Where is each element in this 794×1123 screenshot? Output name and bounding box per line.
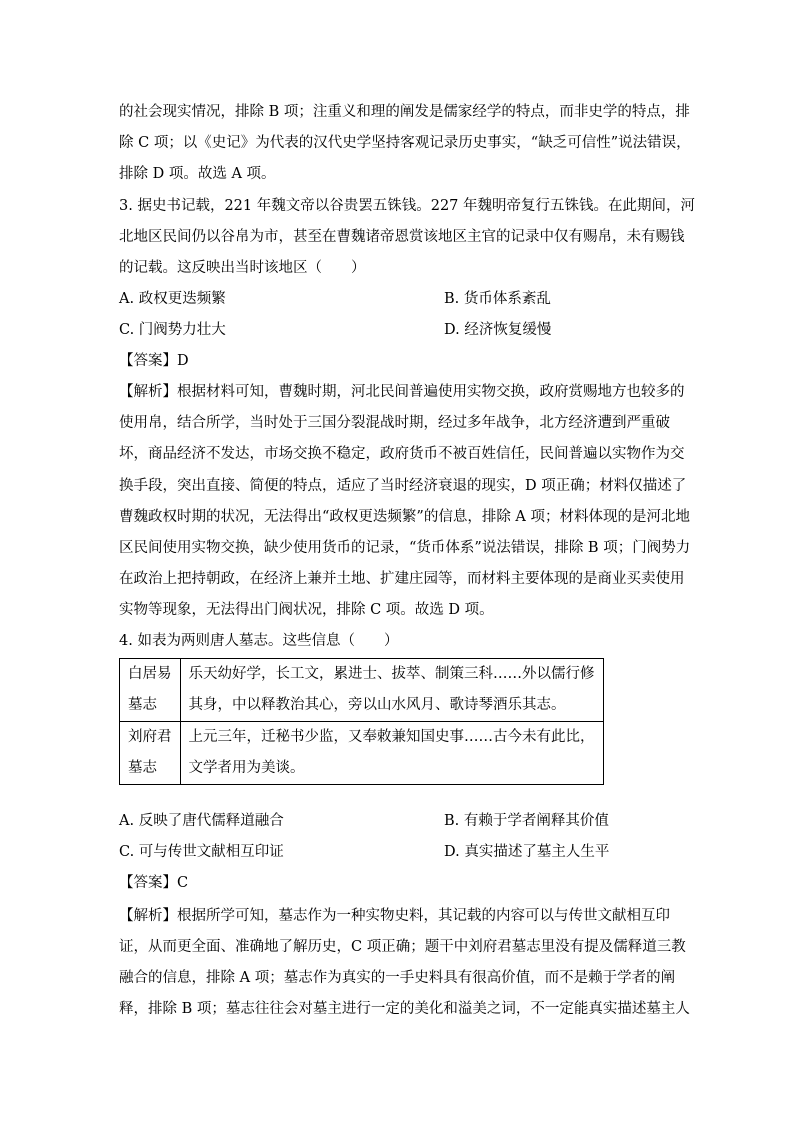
- cell-line: 上元三年，迁秘书少监，又奉敕兼知国史事……古今未有此比，: [188, 729, 595, 745]
- table-cell-text: [180, 722, 603, 785]
- q3-answer: 【答案】D: [119, 353, 189, 369]
- q4-option-c: C. 可与传世文献相互印证: [119, 844, 284, 860]
- q3-stem-line-1: 3. 据史书记载，221 年魏文帝以谷贵罢五铢钱。227 年魏明帝复行五铢钱。在此期间，河: [119, 198, 696, 214]
- cell-line: 乐天幼好学，长工文，累进士、拔萃、制策三科……外以儒行修: [188, 666, 595, 682]
- q4-stem: 4. 如表为两则唐人墓志。这些信息（ ）: [119, 633, 399, 649]
- q3-analysis-line-1: 【解析】根据材料可知，曹魏时期，河北民间普遍使用实物交换，政府赏赐地方也较多的: [119, 384, 685, 400]
- q4-analysis-line-3: 融合的信息，排除 A 项；墓志作为真实的一手史料具有很高价值，而不是赖于学者的阐: [119, 970, 676, 986]
- cell-line: 文学者用为美谈。: [188, 760, 305, 776]
- q3-option-a: A. 政权更迭频繁: [119, 291, 226, 307]
- cell-line: 白居易: [128, 666, 172, 682]
- table-cell-name: [120, 659, 181, 722]
- q3-option-c: C. 门阀势力壮大: [119, 322, 226, 338]
- q4-option-b: B. 有赖于学者阐释其价值: [444, 813, 609, 829]
- q2-analysis-line-3: 排除 D 项。故选 A 项。: [119, 166, 276, 182]
- q2-analysis-line-1: 的社会现实情况，排除 B 项；注重义和理的阐发是儒家经学的特点，而非史学的特点，排: [119, 104, 690, 120]
- q3-analysis-line-8: 实物等现象，无法得出门阀状况，排除 C 项。故选 D 项。: [119, 602, 494, 618]
- epitaph-table: [119, 658, 604, 785]
- q3-analysis-line-4: 换手段，突出直接、简便的特点，适应了当时经济衰退的现实，D 项正确；材料仅描述了: [119, 478, 687, 494]
- q4-analysis-line-1: 【解析】根据所学可知，墓志作为一种实物史料，其记载的内容可以与传世文献相互印: [119, 908, 670, 924]
- q4-analysis-line-4: 释，排除 B 项；墓志往往会对墓主进行一定的美化和溢美之词，不一定能真实描述墓主人: [119, 1001, 690, 1017]
- cell-line: 刘府君: [128, 729, 172, 745]
- q3-analysis-line-7: 在政治上把持朝政，在经济上兼并土地、扩建庄园等，而材料主要体现的是商业买卖使用: [119, 571, 685, 587]
- cell-line: 其身，中以释教治其心，旁以山水风月、歌诗琴酒乐其志。: [188, 697, 566, 713]
- cell-line: 墓志: [128, 760, 157, 776]
- q4-option-d: D. 真实描述了墓主人生平: [444, 844, 610, 860]
- table-row: [120, 659, 604, 722]
- cell-line: 墓志: [128, 697, 157, 713]
- q3-analysis-line-5: 曹魏政权时期的状况，无法得出“政权更迭频繁”的信息，排除 A 项；材料体现的是河北地: [119, 509, 691, 525]
- q3-stem-line-3: 的记载。这反映出当时该地区（ ）: [119, 260, 366, 276]
- q3-analysis-line-6: 区民间使用实物交换，缺少使用货币的记录，“货币体系”说法错误，排除 B 项；门阀势力: [119, 540, 691, 556]
- q4-option-a: A. 反映了唐代儒释道融合: [119, 813, 284, 829]
- q3-option-b: B. 货币体系紊乱: [444, 291, 551, 307]
- q4-answer: 【答案】C: [119, 875, 189, 891]
- q4-analysis-line-2: 证，从而更全面、准确地了解历史，C 项正确；题干中刘府君墓志里没有提及儒释道三教: [119, 939, 686, 955]
- q3-option-d: D. 经济恢复缓慢: [444, 322, 552, 338]
- q3-analysis-line-2: 使用帛，结合所学，当时处于三国分裂混战时期，经过多年战争，北方经济遭到严重破: [119, 415, 670, 431]
- q3-analysis-line-3: 坏，商品经济不发达，市场交换不稳定，政府货币不被百姓信任，民间普遍以实物作为交: [119, 446, 685, 462]
- table-cell-name: [120, 722, 181, 785]
- q2-analysis-line-2: 除 C 项；以《史记》为代表的汉代史学坚持客观记录历史事实，“缺乏可信性”说法错误，: [119, 135, 691, 151]
- table-row: [120, 722, 604, 785]
- q3-stem-line-2: 北地区民间仍以谷帛为市，甚至在曹魏诸帝恩赏该地区主官的记录中仅有赐帛，未有赐钱: [119, 229, 685, 245]
- table-cell-text: [180, 659, 603, 722]
